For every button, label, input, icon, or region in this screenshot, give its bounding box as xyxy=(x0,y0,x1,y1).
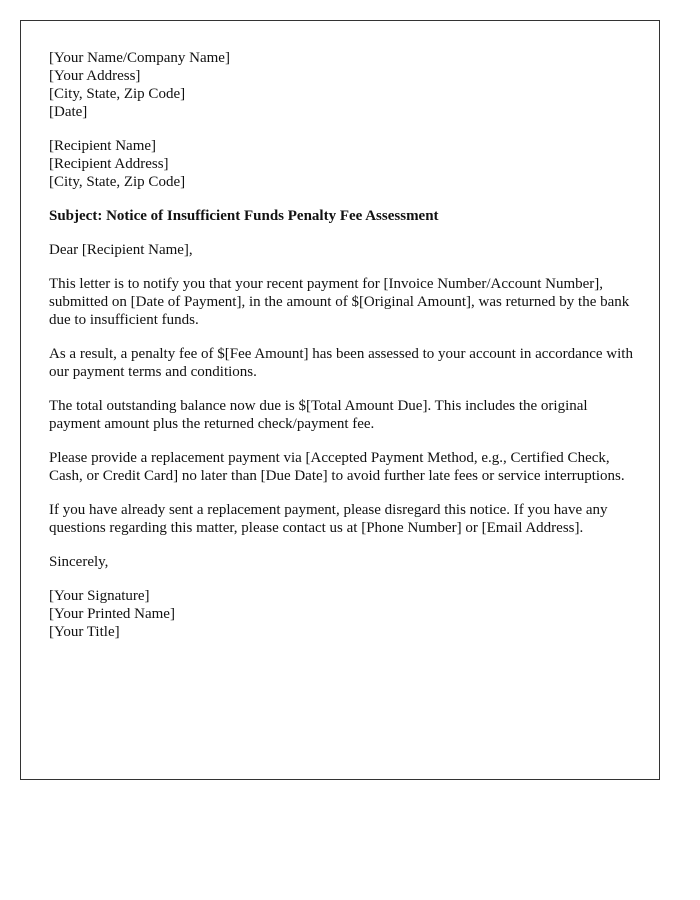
closing: Sincerely, xyxy=(49,554,109,570)
signature: [Your Signature] xyxy=(49,588,150,604)
recipient-city-state-zip: [City, State, Zip Code] xyxy=(49,174,186,190)
sender-address: [Your Address] xyxy=(49,68,141,84)
letter-date: [Date] xyxy=(49,104,88,120)
letter-content xyxy=(49,49,639,657)
paragraph-penalty-fee: As a result, a penalty fee of $[Fee Amount] has been assessed to your account in accordance with our payment terms and conditions. xyxy=(49,346,633,380)
paragraph-replacement-payment: Please provide a replacement payment via [Accepted Payment Method, e.g., Certified Check, Cash, or Credit Card] no later than [Due Date] to avoid further late fees or service interruptions. xyxy=(49,450,625,484)
paragraph-notification: This letter is to notify you that your recent payment for [Invoice Number/Account Number], submitted on [Date of Payment], in the amount of $[Original Amount], was returned by the bank due to insufficient funds. xyxy=(49,276,630,328)
paragraph-contact: If you have already sent a replacement payment, please disregard this notice. If you have any questions regarding this matter, please contact us at [Phone Number] or [Email Address]. xyxy=(49,502,608,536)
salutation: Dear [Recipient Name], xyxy=(49,242,193,258)
paragraph-balance-due: The total outstanding balance now due is $[Total Amount Due]. This includes the original payment amount plus the returned check/payment fee. xyxy=(49,398,588,432)
sender-city-state-zip: [City, State, Zip Code] xyxy=(49,86,186,102)
letter-page xyxy=(20,20,660,780)
recipient-address: [Recipient Address] xyxy=(49,156,169,172)
sender-block xyxy=(49,49,639,121)
signature-block xyxy=(49,587,639,641)
signer-title: [Your Title] xyxy=(49,624,120,640)
sender-name: [Your Name/Company Name] xyxy=(49,50,230,66)
printed-name: [Your Printed Name] xyxy=(49,606,175,622)
subject-line: Subject: Notice of Insufficient Funds Penalty Fee Assessment xyxy=(49,208,439,224)
recipient-block xyxy=(49,137,639,191)
recipient-name: [Recipient Name] xyxy=(49,138,157,154)
